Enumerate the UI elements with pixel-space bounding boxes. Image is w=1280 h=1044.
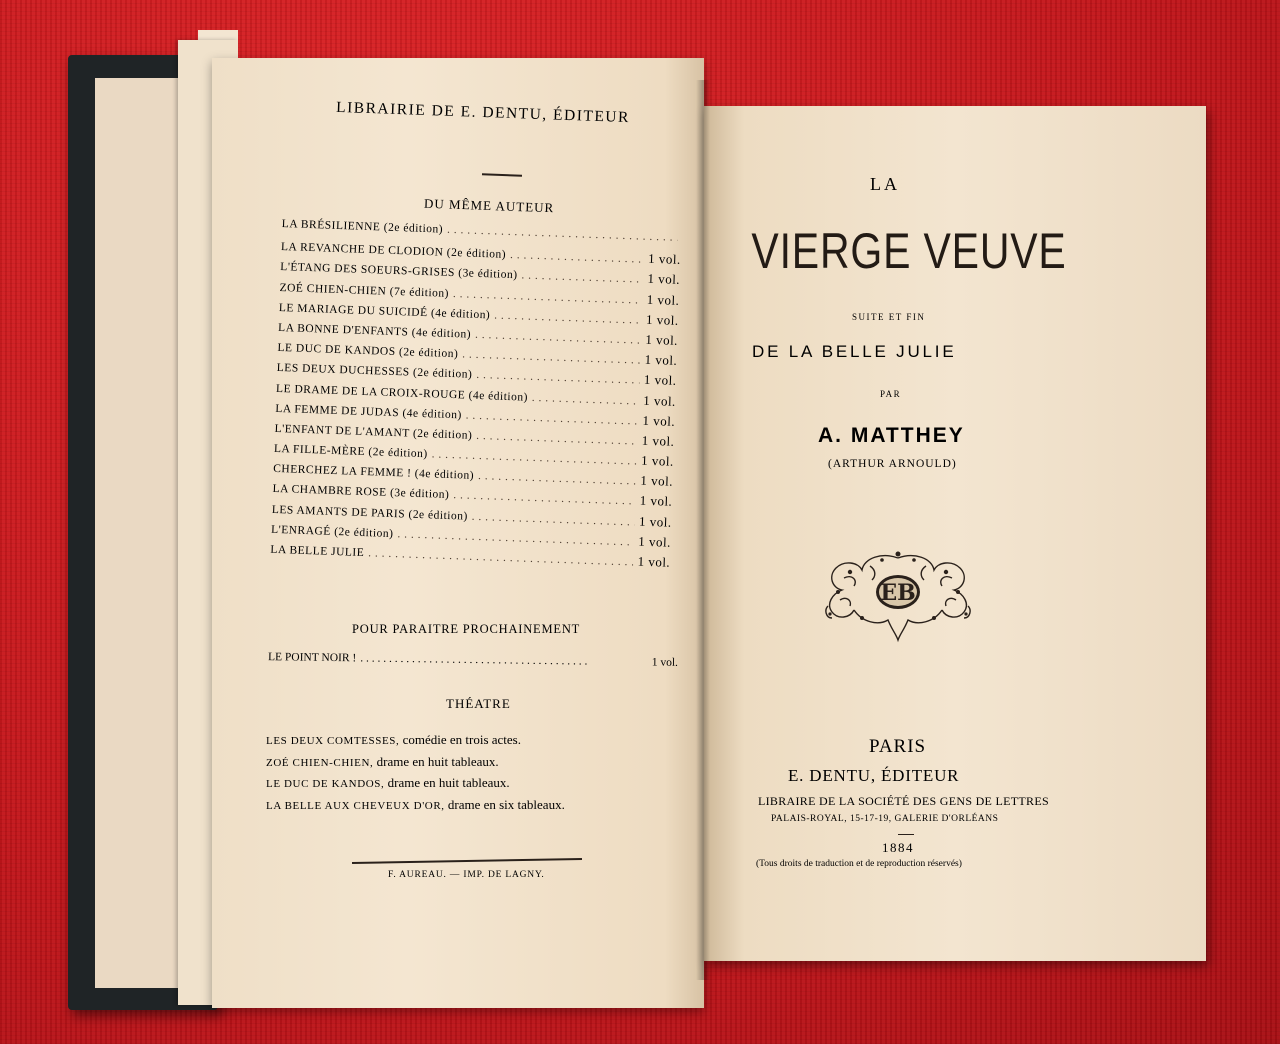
dot-leader [472, 510, 636, 528]
book-title: LA FILLE-MÈRE (2e édition) [273, 442, 428, 461]
publisher-header: LIBRAIRIE DE E. DENTU, ÉDITEUR [335, 98, 631, 127]
publisher-address: PALAIS-ROYAL, 15-17-19, GALERIE D'ORLÉANS [771, 814, 999, 824]
dot-leader [475, 329, 642, 347]
book-volume: 1 vol. [644, 351, 678, 369]
dot-leader [453, 490, 636, 508]
play-title: LA BELLE AUX CHEVEUX D'OR, [266, 799, 445, 812]
book-title: LA BONNE D'ENFANTS (4e édition) [277, 321, 472, 341]
rights-notice: (Tous droits de traduction et de reproduction réservés) [756, 859, 962, 869]
book-volume: 1 vol. [642, 392, 677, 409]
dot-leader [478, 470, 637, 488]
book-title: LA FEMME DE JUDAS (4e édition) [275, 402, 462, 422]
list-item [266, 752, 565, 774]
book-list [270, 218, 682, 575]
dot-leader [510, 249, 644, 266]
dot-leader [494, 309, 642, 326]
printer-credit: F. AUREAU. — IMP. DE LAGNY. [388, 870, 545, 880]
dot-leader [521, 270, 643, 286]
book-volume: 1 vol. [640, 452, 675, 469]
book-title: VIERGE VEUVE [751, 223, 1067, 279]
book-volume: 1 vol. [645, 311, 679, 328]
dot-leader [462, 349, 641, 367]
book-title: LES AMANTS DE PARIS (2e édition) [271, 503, 468, 523]
list-item [266, 795, 565, 817]
book-gutter [696, 80, 710, 980]
book-title: L'ENFANT DE L'AMANT (2e édition) [274, 422, 473, 442]
book-volume: 1 vol. [639, 493, 673, 510]
emblem-monogram: EB [880, 580, 916, 606]
dot-leader [476, 430, 638, 448]
book-title: LA CHAMBRE ROSE (3e édition) [272, 483, 450, 502]
book-volume: 1 vol. [637, 553, 671, 570]
book-title: LA BRÉSILIENNE (2e édition) [281, 218, 444, 236]
dot-leader [476, 369, 640, 387]
title-article: LA [870, 174, 900, 194]
author-name: A. MATTHEY [818, 424, 965, 447]
book-volume: 1 vol. [643, 372, 677, 389]
publisher-society: LIBRAIRE DE LA SOCIÉTÉ DES GENS DE LETTRES [758, 794, 1049, 808]
dot-leader [453, 288, 643, 307]
book-volume: 1 vol. [647, 271, 681, 288]
book-title: L'ÉTANG DES SOEURS-GRISES (3e édition) [280, 261, 518, 282]
book-title: LE MARIAGE DU SUICIDÉ (4e édition) [278, 301, 491, 322]
dot-leader [431, 448, 637, 467]
book-title: CHERCHEZ LA FEMME ! (4e édition) [273, 463, 475, 483]
play-title: ZOÉ CHIEN-CHIEN, [266, 756, 374, 769]
subtitle: DE LA BELLE JULIE [752, 342, 957, 361]
plays-list [266, 730, 565, 816]
book-title: LA REVANCHE DE CLODION (2e édition) [280, 241, 507, 262]
book-title: ZOÉ CHIEN-CHIEN (7e édition) [279, 281, 450, 300]
book-volume: 1 vol. [638, 533, 672, 550]
subtitle-small: SUITE ET FIN [852, 312, 926, 322]
book-volume: 1 vol. [641, 432, 675, 449]
book-volume: 1 vol. [638, 513, 672, 530]
play-title: LE DUC DE KANDOS, [266, 778, 385, 790]
list-item [266, 773, 565, 795]
book-volume: 1 vol. [642, 412, 676, 429]
book-volume: 1 vol. [646, 291, 680, 308]
book-title: LE DRAME DE LA CROIX-ROUGE (4e édition) [275, 382, 529, 404]
book-volume: 1 vol. [645, 331, 679, 348]
theatre-title: THÉATRE [446, 696, 511, 711]
by-label: PAR [880, 389, 902, 399]
publisher-name: E. DENTU, ÉDITEUR [788, 766, 960, 785]
play-genre: comédie en trois actes. [399, 732, 521, 747]
play-genre: drame en huit tableaux. [373, 753, 499, 769]
play-title: LES DEUX COMTESSES, [266, 735, 400, 747]
book-title: LA BELLE JULIE [270, 543, 365, 560]
author-pseudonym: (ARTHUR ARNOULD) [828, 458, 957, 470]
book-title: LES DEUX DUCHESSES (2e édition) [276, 362, 473, 382]
book-title: LE DUC DE KANDOS (2e édition) [277, 342, 459, 361]
city: PARIS [869, 736, 927, 757]
forthcoming-volume: 1 vol. [651, 656, 679, 669]
publisher-emblem [822, 548, 974, 644]
section-title: DU MÊME AUTEUR [423, 195, 555, 216]
list-item [266, 730, 565, 752]
publication-year: 1884 [882, 840, 914, 855]
forthcoming-title: POUR PARAITRE PROCHAINEMENT [352, 622, 581, 636]
play-genre: drame en huit tableaux. [384, 775, 510, 790]
book-title: L'ENRAGÉ (2e édition) [270, 523, 394, 540]
dot-leader [466, 409, 639, 427]
forthcoming-book-title: LE POINT NOIR ! [267, 651, 357, 665]
book-volume: 1 vol. [647, 250, 682, 268]
book-volume: 1 vol. [640, 472, 674, 490]
dot-leader [532, 391, 640, 407]
play-genre: drame en six tableaux. [444, 796, 565, 812]
year-rule [898, 834, 914, 835]
